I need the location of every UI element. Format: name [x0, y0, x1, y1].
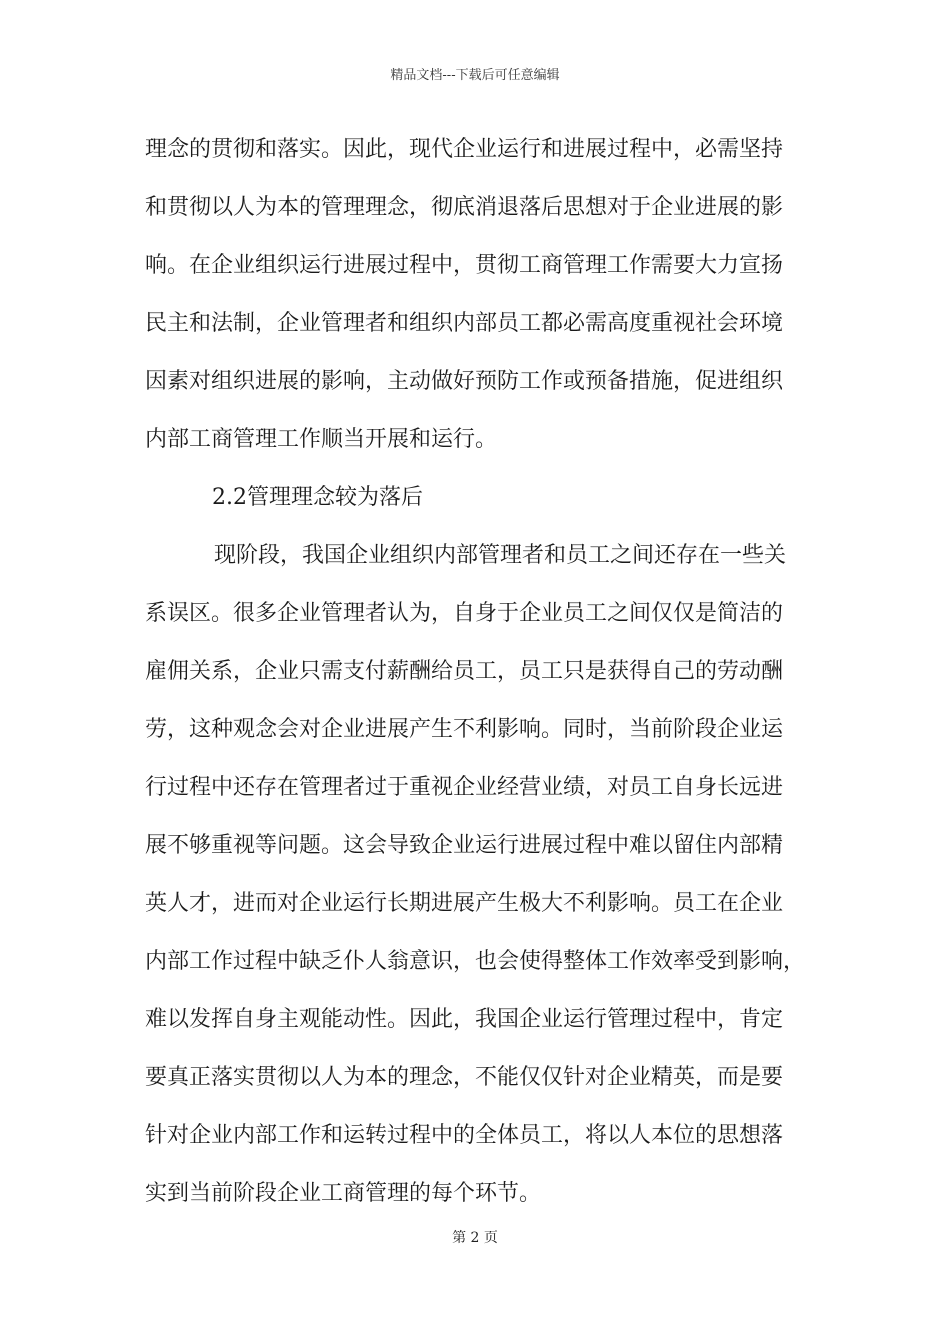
page-number: 第 2 页 — [452, 1230, 498, 1246]
section-heading: 2.2管理理念较为落后 — [212, 485, 423, 510]
text-line: 内部工作过程中缺乏仆人翁意识，也会使得整体工作效率受到影响， — [145, 949, 806, 974]
text-line: 内部工商管理工作顺当开展和运行。 — [145, 427, 498, 452]
text-line: 展不够重视等问题。这会导致企业运行进展过程中难以留住内部精 — [145, 833, 784, 858]
text-line: 难以发挥自身主观能动性。因此，我国企业运行管理过程中，肯定 — [145, 1007, 784, 1032]
text-line: 针对企业内部工作和运转过程中的全体员工，将以人本位的思想落 — [145, 1123, 784, 1148]
text-line: 雇佣关系，企业只需支付薪酬给员工，员工只是获得自己的劳动酬 — [145, 659, 784, 684]
text-line: 英人才，进而对企业运行长期进展产生极大不利影响。员工在企业 — [145, 891, 784, 916]
page-header: 精品文档---下载后可任意编辑 — [390, 68, 560, 83]
text-line: 响。在企业组织运行进展过程中，贯彻工商管理工作需要大力宣扬 — [145, 253, 784, 278]
text-line: 民主和法制，企业管理者和组织内部员工都必需高度重视社会环境 — [145, 311, 784, 336]
text-line: 劳，这种观念会对企业进展产生不利影响。同时，当前阶段企业运 — [145, 717, 784, 742]
text-line: 和贯彻以人为本的管理理念，彻底消退落后思想对于企业进展的影 — [145, 195, 784, 220]
text-line: 理念的贯彻和落实。因此，现代企业运行和进展过程中，必需坚持 — [145, 137, 784, 162]
text-line: 实到当前阶段企业工商管理的每个环节。 — [145, 1181, 542, 1206]
text-line: 因素对组织进展的影响，主动做好预防工作或预备措施，促进组织 — [145, 369, 784, 394]
text-line: 行过程中还存在管理者过于重视企业经营业绩，对员工自身长远进 — [145, 775, 784, 800]
text-line: 现阶段，我国企业组织内部管理者和员工之间还存在一些关 — [214, 543, 787, 568]
text-line: 要真正落实贯彻以人为本的理念，不能仅仅针对企业精英，而是要 — [145, 1065, 784, 1090]
text-line: 系误区。很多企业管理者认为，自身于企业员工之间仅仅是简洁的 — [145, 601, 784, 626]
